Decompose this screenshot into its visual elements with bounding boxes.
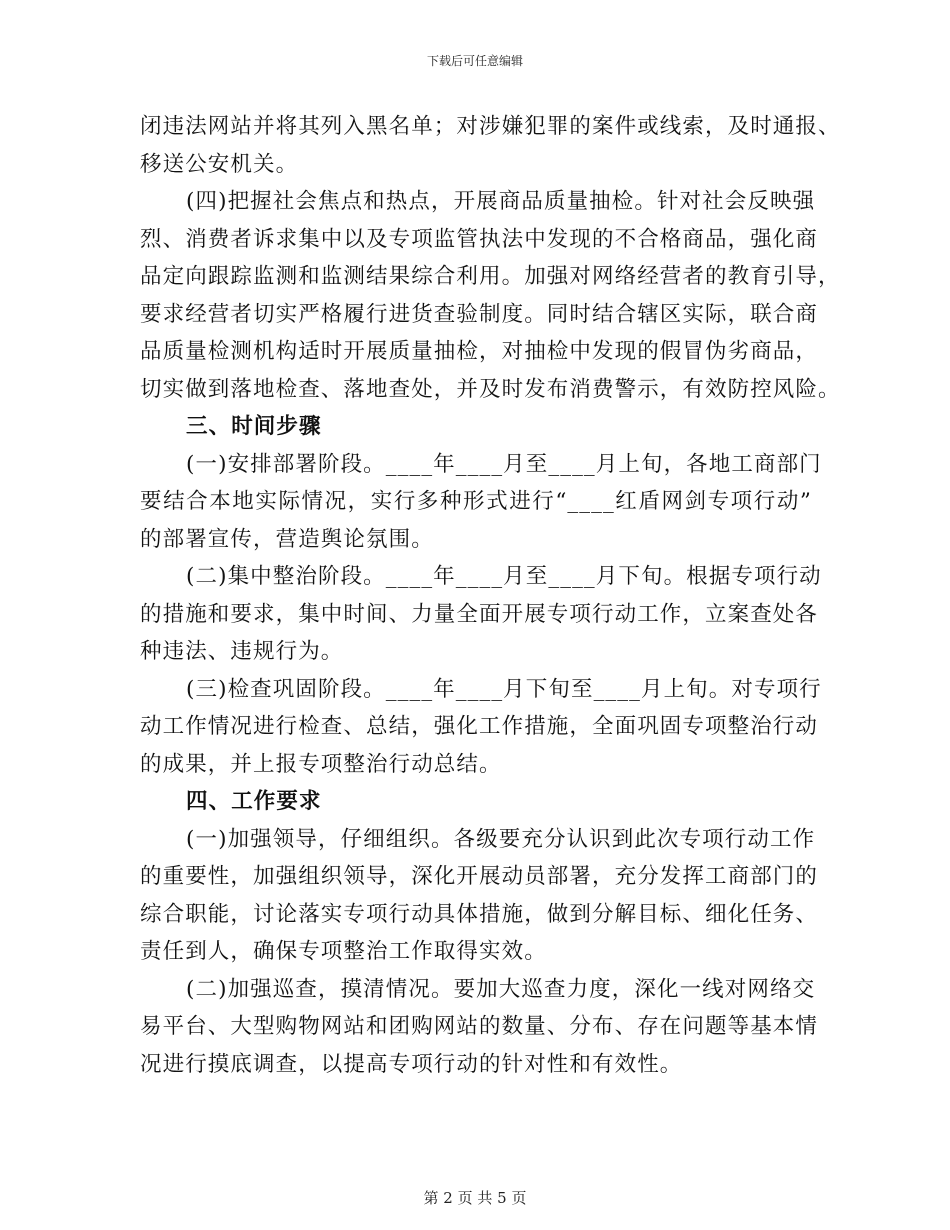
paragraph-line: 综合职能，讨论落实专项行动具体措施，做到分解目标、细化任务、: [140, 901, 819, 927]
page-header: 下载后可任意编辑: [426, 54, 523, 68]
paragraph-line: (一)安排部署阶段。____年____月至____月上旬，各地工商部门: [186, 451, 822, 477]
paragraph-line: 的部署宣传，营造舆论氛围。: [140, 526, 434, 552]
paragraph-line: 种违法、违规行为。: [140, 639, 344, 664]
paragraph-line: 要结合本地实际情况，实行多种形式进行“____红盾网剑专项行动”: [140, 489, 812, 514]
paragraph-line: 的重要性，加强组织领导，深化开展动员部署，充分发挥工商部门的: [140, 864, 819, 889]
section-heading: 三、时间步骤: [186, 414, 322, 439]
paragraph-line: (二)加强巡查，摸清情况。要加大巡查力度，深化一线对网络交: [186, 976, 816, 1002]
paragraph-line: (一)加强领导，仔细组织。各级要充分认识到此次专项行动工作: [186, 826, 816, 852]
paragraph-line: 的成果，并上报专项整治行动总结。: [140, 751, 502, 777]
paragraph-line: 品定向跟踪监测和监测结果综合利用。加强对网络经营者的教育引导，: [140, 264, 841, 289]
paragraph-line: 闭违法网站并将其列入黑名单；对涉嫌犯罪的案件或线索，及时通报、: [140, 114, 841, 139]
paragraph-line: 易平台、大型购物网站和团购网站的数量、分布、存在问题等基本情: [140, 1014, 819, 1039]
paragraph-line: 况进行摸底调查，以提高专项行动的针对性和有效性。: [140, 1051, 683, 1077]
paragraph-line: 要求经营者切实严格履行进货查验制度。同时结合辖区实际，联合商: [140, 301, 819, 327]
paragraph-line: 烈、消费者诉求集中以及专项监管执法中发现的不合格商品，强化商: [140, 226, 819, 252]
page-footer: 第 2 页 共 5 页: [423, 1189, 527, 1207]
document-body: [140, 108, 841, 1083]
paragraph-line: 的措施和要求，集中时间、力量全面开展专项行动工作，立案查处各: [140, 601, 819, 627]
paragraph-line: 品质量检测机构适时开展质量抽检，对抽检中发现的假冒伪劣商品，: [140, 339, 819, 364]
paragraph-line: (四)把握社会焦点和热点，开展商品质量抽检。针对社会反映强: [186, 189, 816, 214]
paragraph-line: 责任到人，确保专项整治工作取得实效。: [140, 939, 547, 964]
paragraph-line: (二)集中整治阶段。____年____月至____月下旬。根据专项行动: [186, 564, 822, 589]
paragraph-line: 动工作情况进行检查、总结，强化工作措施，全面巩固专项整治行动: [140, 714, 819, 739]
paragraph-line: (三)检查巩固阶段。____年____月下旬至____月上旬。对专项行: [186, 676, 822, 702]
paragraph-line: 移送公安机关。: [140, 151, 299, 177]
paragraph-line: 切实做到落地检查、落地查处，并及时发布消费警示，有效防控风险。: [140, 376, 841, 402]
section-heading: 四、工作要求: [186, 789, 322, 814]
